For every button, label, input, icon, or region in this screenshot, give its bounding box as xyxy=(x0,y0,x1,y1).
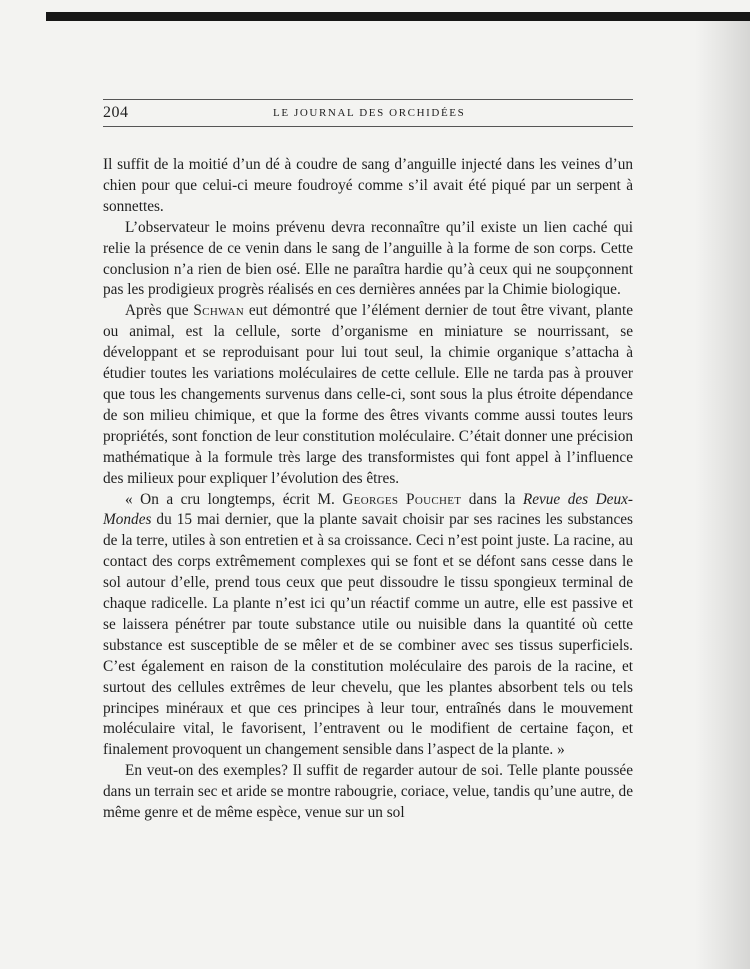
book-page xyxy=(103,95,633,822)
page-header xyxy=(103,95,633,129)
paragraph: En veut-on des exemples? Il suffit de regarder autour de soi. Telle plante poussée dans un terrain sec et aride se montre rabougrie, coriace, velue, tandis qu’une autre, de même genre et de même espèce, venue sur un sol xyxy=(103,762,633,822)
paragraph: Il suffit de la moitié d’un dé à coudre de sang d’anguille injecté dans les veines d’un chien pour que celui-ci meure foudroyé comme s’il avait été piqué par un serpent à sonnettes. xyxy=(103,156,633,215)
paragraph-text: dans la xyxy=(461,490,523,508)
running-head: LE JOURNAL DES ORCHIDÉES xyxy=(273,107,466,119)
paragraph: L’observateur le moins prévenu devra reconnaître qu’il existe un lien caché qui relie la présence de ce venin dans le sang de l’anguille à la forme de son corps. Cette conclusion n’a rien de bien osé. Elle ne paraîtra hardie qu’à ceux qui ne soupçonnent pas les prodigieux progrès réalisés en ces dernières années par la Chimie biologique. xyxy=(103,218,633,299)
paragraph xyxy=(103,490,633,762)
header-rule-top xyxy=(103,99,633,100)
paragraph-text: du 15 mai dernier, que la plante savait choisir par ses racines les substances de la terre, utiles à son entretien et à sa croissance. Ceci n’est point juste. La racine, au contact des corps extrêmement complexes qui se font et se défont sans cesse dans le sol autour d’elle, prend tous ceux que peut dissoudre le tissu spongieux terminal de chaque radicelle. La plante n’est ici qu’un réactif comme un autre, elle est passive et se laissera pénétrer par toute substance utile ou nuisible dans la quantité où cette substance est susceptible de se mêler et de se combiner avec ses tissus superficiels. C’est également en raison de la constitution moléculaire des parois de la racine, et surtout des cellules extrêmes de leur chevelu, que les plantes absorbent tels ou tels principes minéraux et que ces principes à leur tour, entraînés dans le mouvement moléculaire vital, le favorisent, l’entravent ou le modifient de certaine façon, et finalement provoquent un changement sensible dans l’aspect de la plante. » xyxy=(103,511,633,759)
paragraph xyxy=(103,301,633,489)
author-name-pouchet: Georges Pouchet xyxy=(342,490,462,508)
page-number: 204 xyxy=(103,104,129,121)
scan-top-edge xyxy=(46,12,750,21)
paragraph-text: « On a cru longtemps, écrit M. xyxy=(125,490,343,508)
paragraph-text: eut démontré que l’élément dernier de tout être vivant, plante ou animal, est la cellule, sorte d’organisme en miniature se nourrissant, se développant et se reproduisant pour lui tout seul, la chimie organique s’attacha à étudier toutes les variations moléculaires de cette cellule. Elle ne tarda pas à prouver que tous les changements survenus dans celle-ci, sont sous la plus étroite dépendance de son milieu chimique, et que la forme des êtres vivants comme aussi toutes leurs propriétés, sont fonction de leur constitution moléculaire. C’était donner une précision mathématique à la formule très large des transformistes qui font appel à l’influence des milieux pour expliquer l’évolution des êtres. xyxy=(103,302,633,487)
journal-title: Revue des Deux-Mondes xyxy=(103,490,633,529)
author-name-schwan: Schwan xyxy=(193,302,245,320)
header-rule-bottom xyxy=(103,126,633,127)
paragraph-text: Après que xyxy=(125,302,194,320)
article-body xyxy=(103,155,633,824)
scan-right-shadow xyxy=(695,20,750,969)
